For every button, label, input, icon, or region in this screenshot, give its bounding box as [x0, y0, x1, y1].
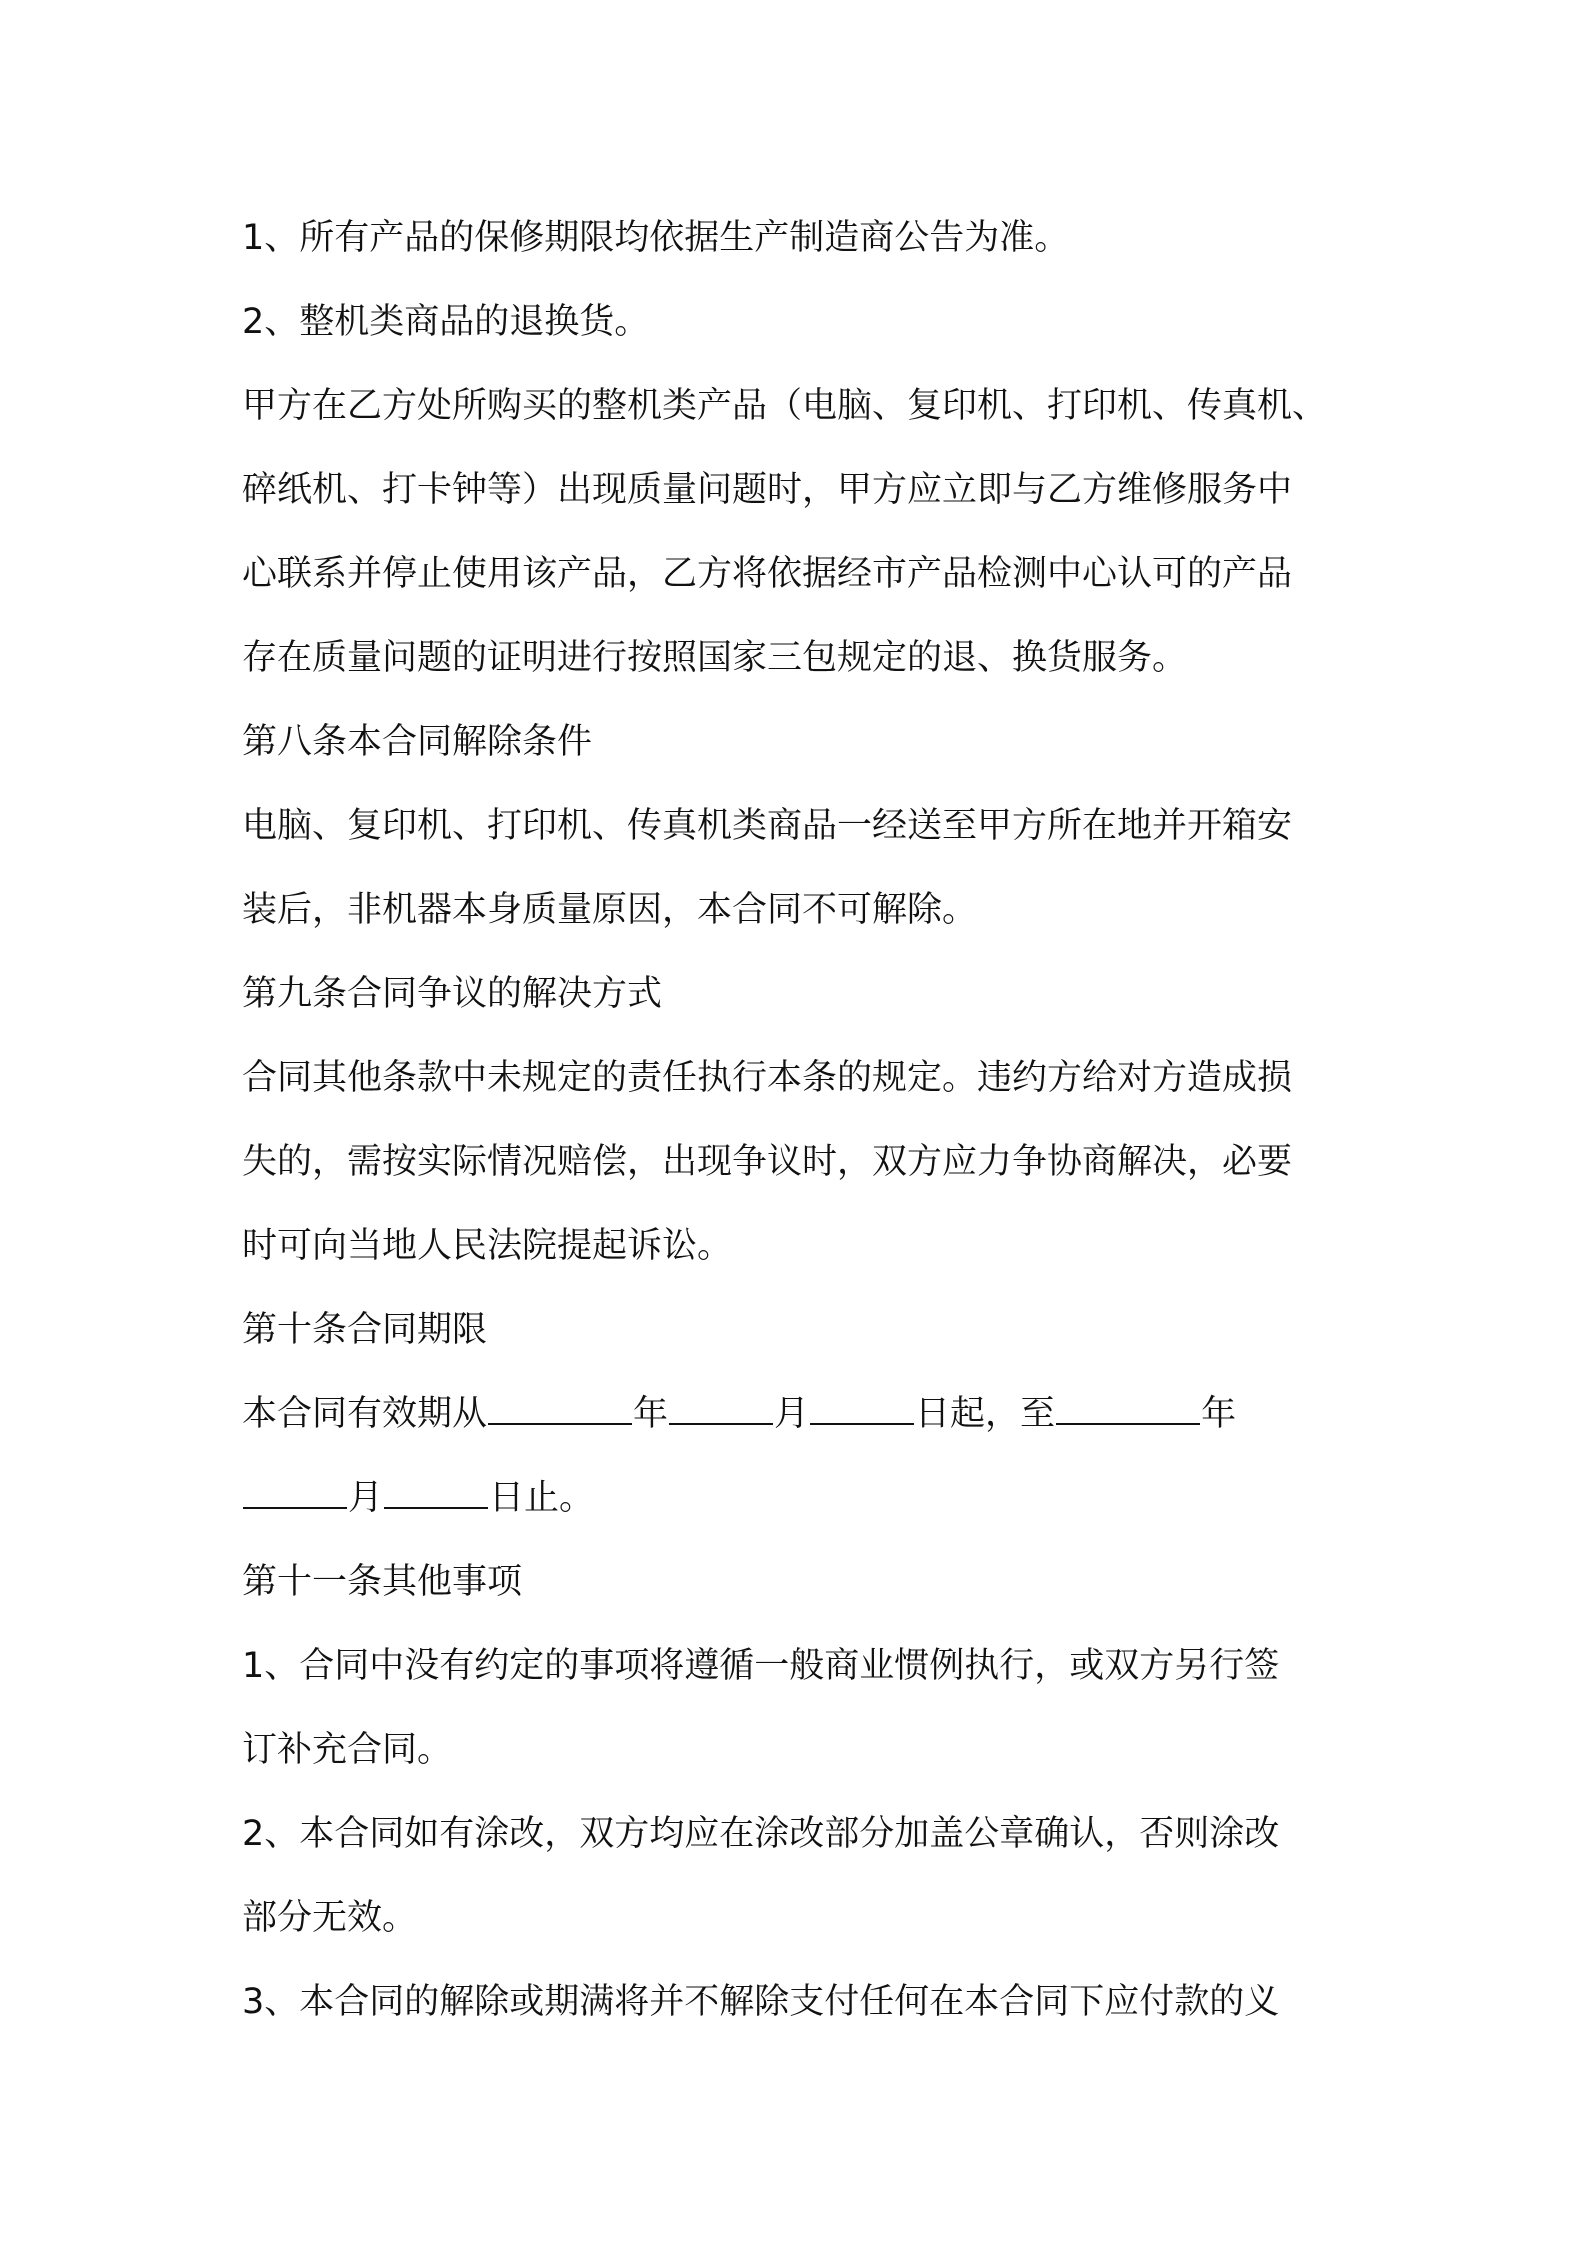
- section-heading-article-10: 第十条合同期限: [242, 1310, 488, 1350]
- text-line: 合同其他条款中未规定的责任执行本条的规定。违约方给对方造成损: [242, 1058, 1293, 1098]
- text-line: 2、整机类商品的退换货。: [242, 302, 650, 342]
- validity-text: 本合同有效期从: [242, 1394, 488, 1434]
- text-line: 3、本合同的解除或期满将并不解除支付任何在本合同下应付款的义: [242, 1982, 1280, 2022]
- end-day-blank[interactable]: [384, 1473, 488, 1509]
- text-line: 时可向当地人民法院提起诉讼。: [242, 1226, 733, 1266]
- document-body: [242, 196, 1362, 2044]
- text-line: 失的，需按实际情况赔偿，出现争议时，双方应力争协商解决，必要: [242, 1142, 1293, 1182]
- end-year-blank[interactable]: [1056, 1389, 1200, 1425]
- section-heading-article-9: 第九条合同争议的解决方式: [242, 974, 663, 1014]
- text-line: 1、合同中没有约定的事项将遵循一般商业惯例执行，或双方另行签: [242, 1646, 1280, 1686]
- year-label: 年: [1201, 1394, 1237, 1434]
- section-heading-article-11: 第十一条其他事项: [242, 1562, 523, 1602]
- end-month-blank[interactable]: [243, 1473, 347, 1509]
- month-label: 月: [774, 1394, 810, 1434]
- text-line: 1、所有产品的保修期限均依据生产制造商公告为准。: [242, 218, 1070, 258]
- day-until-label: 日止。: [489, 1478, 595, 1518]
- validity-period-line-2: [242, 1456, 1362, 1540]
- text-line: 存在质量问题的证明进行按照国家三包规定的退、换货服务。: [242, 638, 1188, 678]
- text-line: 订补充合同。: [242, 1730, 453, 1770]
- start-month-blank[interactable]: [669, 1389, 773, 1425]
- text-line: 甲方在乙方处所购买的整机类产品（电脑、复印机、打印机、传真机、: [242, 386, 1328, 426]
- validity-period-line: [242, 1372, 1362, 1456]
- text-line: 装后，非机器本身质量原因，本合同不可解除。: [242, 890, 978, 930]
- text-line: 2、本合同如有涂改，双方均应在涂改部分加盖公章确认，否则涂改: [242, 1814, 1280, 1854]
- day-from-label: 日起，至: [915, 1394, 1056, 1434]
- text-line: 碎纸机、打卡钟等）出现质量问题时，甲方应立即与乙方维修服务中: [242, 470, 1293, 510]
- month-label: 月: [348, 1478, 384, 1518]
- year-label: 年: [633, 1394, 669, 1434]
- start-year-blank[interactable]: [488, 1389, 632, 1425]
- text-line: 心联系并停止使用该产品，乙方将依据经市产品检测中心认可的产品: [242, 554, 1293, 594]
- section-heading-article-8: 第八条本合同解除条件: [242, 722, 593, 762]
- start-day-blank[interactable]: [810, 1389, 914, 1425]
- text-line: 部分无效。: [242, 1898, 418, 1938]
- text-line: 电脑、复印机、打印机、传真机类商品一经送至甲方所在地并开箱安: [242, 806, 1293, 846]
